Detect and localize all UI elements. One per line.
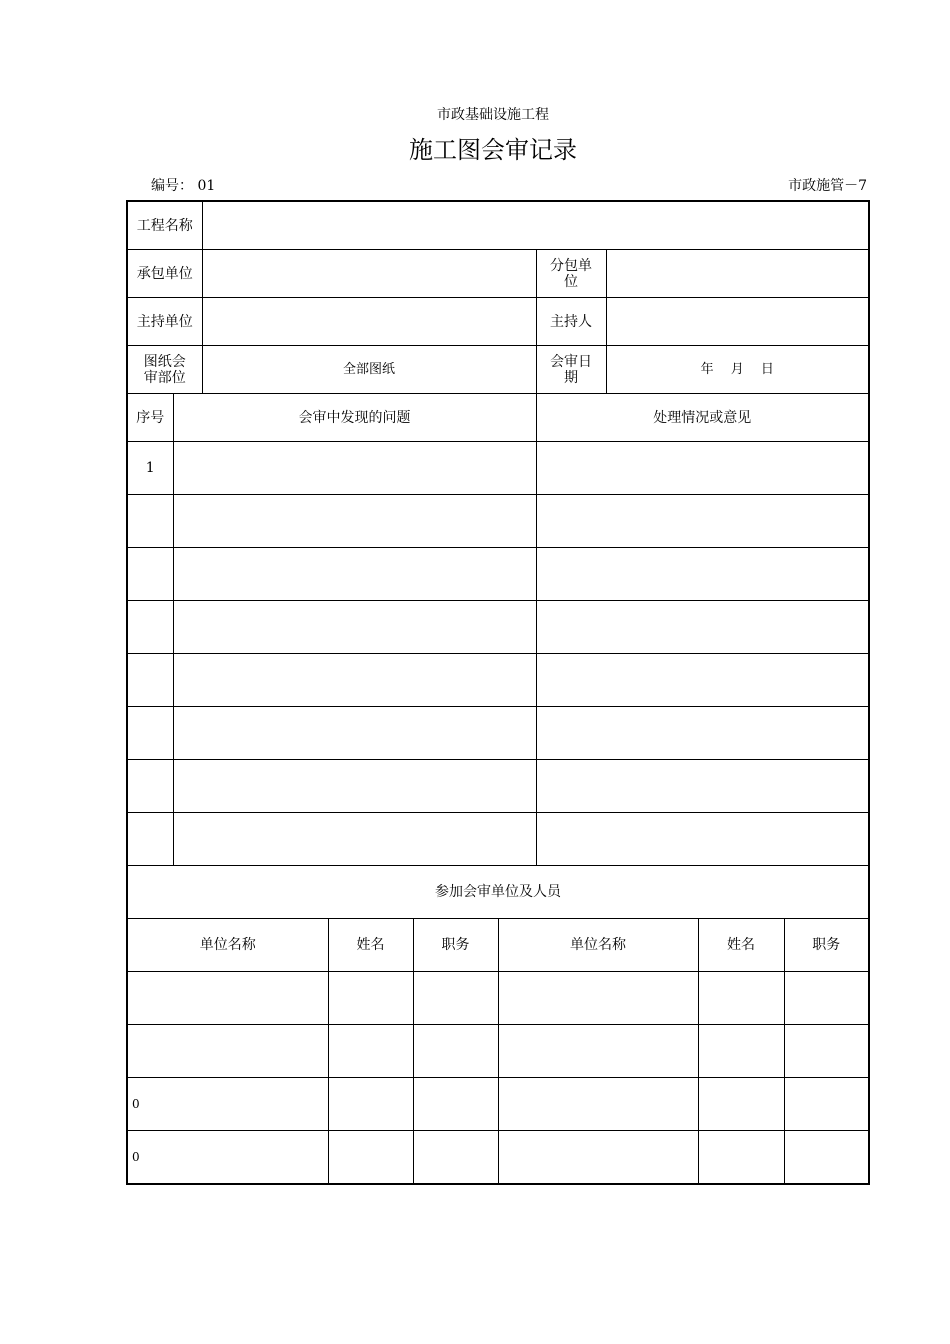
- seq-header: 序号: [127, 394, 173, 442]
- subcontractor-label: 分包单位: [536, 250, 606, 298]
- issue-cell[interactable]: [173, 495, 536, 548]
- issue-row: [127, 813, 869, 866]
- form-subtitle: 市政基础设施工程: [437, 107, 549, 123]
- seq-cell: 1: [127, 442, 173, 495]
- unit-cell[interactable]: [127, 972, 328, 1025]
- name-header: 姓名: [698, 919, 784, 972]
- response-cell[interactable]: [536, 813, 869, 866]
- host-unit-label: 主持单位: [127, 298, 202, 346]
- contractor-field[interactable]: [202, 250, 536, 298]
- response-cell[interactable]: [536, 548, 869, 601]
- unit-cell[interactable]: [498, 1131, 698, 1185]
- review-date-label: 会审日期: [536, 346, 606, 394]
- response-cell[interactable]: [536, 442, 869, 495]
- name-cell[interactable]: [698, 1078, 784, 1131]
- host-person-field[interactable]: [606, 298, 869, 346]
- participant-row: [127, 1131, 869, 1185]
- name-cell[interactable]: [698, 1025, 784, 1078]
- seq-cell: [127, 548, 173, 601]
- unit-cell[interactable]: 0: [127, 1131, 328, 1185]
- issue-cell[interactable]: [173, 760, 536, 813]
- seq-cell: [127, 813, 173, 866]
- seq-cell: [127, 707, 173, 760]
- form-number: [151, 175, 215, 195]
- position-cell[interactable]: [413, 1025, 498, 1078]
- response-header: 处理情况或意见: [536, 394, 869, 442]
- participant-row: [127, 972, 869, 1025]
- issue-cell[interactable]: [173, 654, 536, 707]
- position-cell[interactable]: [413, 1078, 498, 1131]
- position-cell[interactable]: [784, 972, 869, 1025]
- project-name-field[interactable]: [202, 201, 869, 250]
- form-code: 市政施管－7: [788, 178, 867, 194]
- name-header: 姓名: [328, 919, 413, 972]
- seq-cell: [127, 601, 173, 654]
- host-person-label: 主持人: [536, 298, 606, 346]
- issue-header: 会审中发现的问题: [173, 394, 536, 442]
- response-cell[interactable]: [536, 707, 869, 760]
- position-header: 职务: [413, 919, 498, 972]
- position-cell[interactable]: [413, 1131, 498, 1185]
- seq-cell: [127, 654, 173, 707]
- review-table: [126, 200, 870, 1185]
- issue-cell[interactable]: [173, 813, 536, 866]
- issue-cell[interactable]: [173, 601, 536, 654]
- name-cell[interactable]: [698, 972, 784, 1025]
- contractor-label: 承包单位: [127, 250, 202, 298]
- form-title: 施工图会审记录: [409, 136, 577, 164]
- response-cell[interactable]: [536, 495, 869, 548]
- subcontractor-field[interactable]: [606, 250, 869, 298]
- position-cell[interactable]: [784, 1078, 869, 1131]
- response-cell[interactable]: [536, 654, 869, 707]
- unit-cell[interactable]: 0: [127, 1078, 328, 1131]
- issue-row: [127, 548, 869, 601]
- issue-row: [127, 495, 869, 548]
- name-cell[interactable]: [328, 972, 413, 1025]
- seq-cell: [127, 760, 173, 813]
- unit-cell[interactable]: [498, 1078, 698, 1131]
- unit-header: 单位名称: [498, 919, 698, 972]
- issue-cell[interactable]: [173, 548, 536, 601]
- unit-cell[interactable]: [498, 972, 698, 1025]
- participant-row: [127, 1025, 869, 1078]
- unit-cell[interactable]: [498, 1025, 698, 1078]
- review-date-field[interactable]: 年 月 日: [606, 346, 869, 394]
- participant-row: [127, 1078, 869, 1131]
- number-label: 编号：: [151, 178, 193, 194]
- name-cell[interactable]: [328, 1131, 413, 1185]
- issue-row: [127, 442, 869, 495]
- position-header: 职务: [784, 919, 869, 972]
- project-name-label: 工程名称: [127, 201, 202, 250]
- issue-row: [127, 601, 869, 654]
- name-cell[interactable]: [328, 1078, 413, 1131]
- issue-row: [127, 760, 869, 813]
- review-part-field[interactable]: 全部图纸: [202, 346, 536, 394]
- review-part-label: 图纸会审部位: [127, 346, 202, 394]
- issue-row: [127, 707, 869, 760]
- position-cell[interactable]: [784, 1025, 869, 1078]
- issue-row: [127, 654, 869, 707]
- name-cell[interactable]: [698, 1131, 784, 1185]
- number-value: 01: [197, 178, 216, 194]
- seq-cell: [127, 495, 173, 548]
- response-cell[interactable]: [536, 601, 869, 654]
- participants-title: 参加会审单位及人员: [127, 866, 869, 919]
- unit-cell[interactable]: [127, 1025, 328, 1078]
- position-cell[interactable]: [413, 972, 498, 1025]
- host-unit-field[interactable]: [202, 298, 536, 346]
- issue-cell[interactable]: [173, 707, 536, 760]
- unit-header: 单位名称: [127, 919, 328, 972]
- response-cell[interactable]: [536, 760, 869, 813]
- position-cell[interactable]: [784, 1131, 869, 1185]
- name-cell[interactable]: [328, 1025, 413, 1078]
- issue-cell[interactable]: [173, 442, 536, 495]
